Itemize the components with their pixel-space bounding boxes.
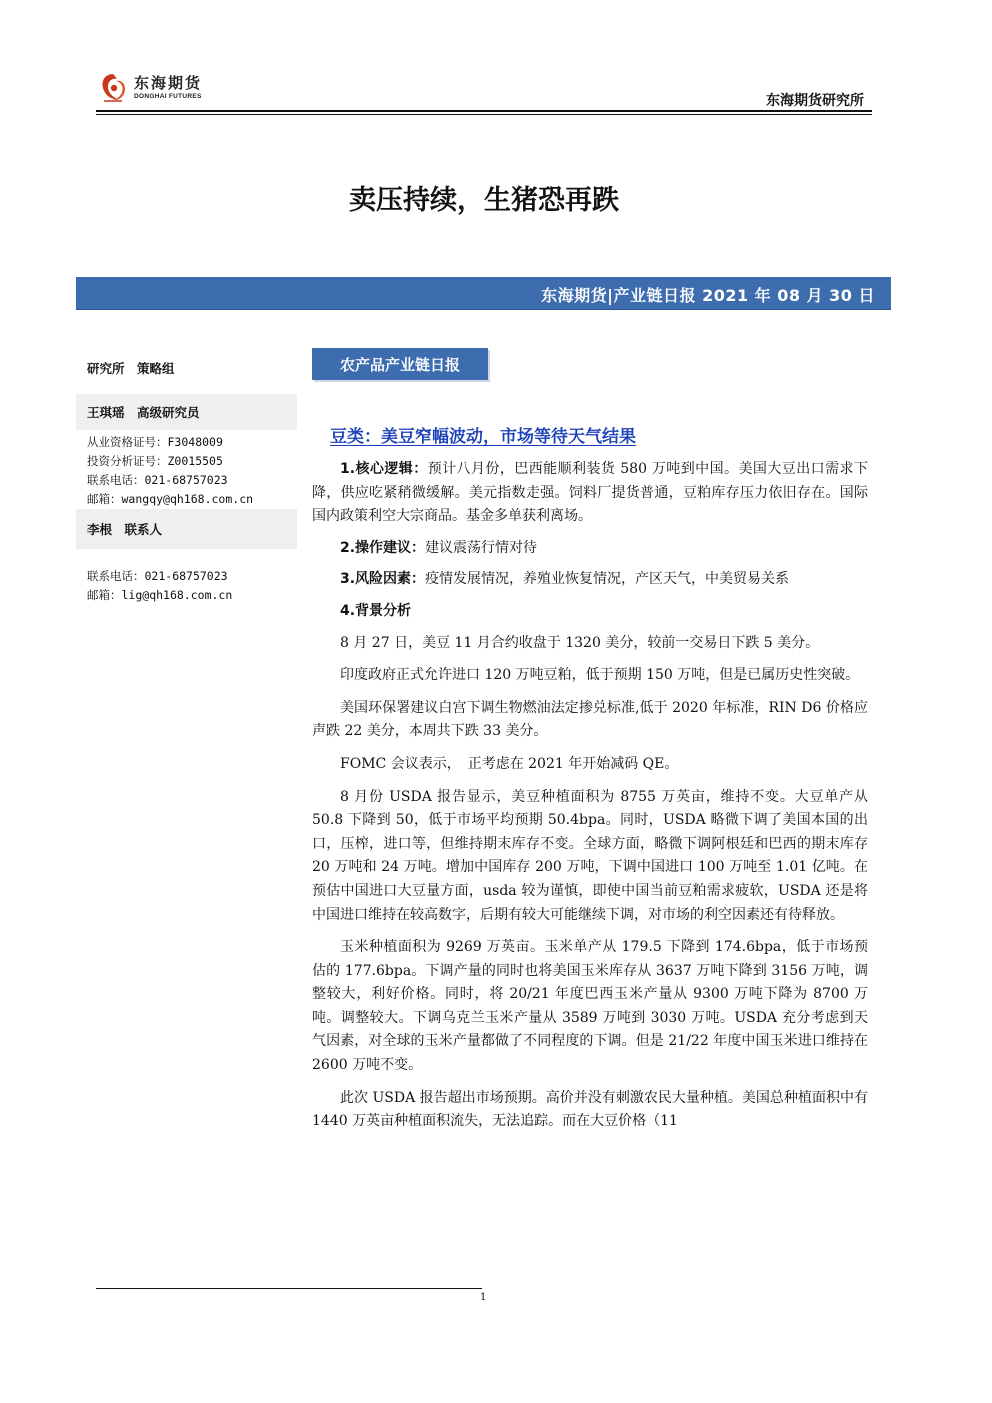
label-risk-factors: 3.风险因素： — [340, 571, 426, 588]
section-tag: 农产品产业链日报 — [312, 348, 488, 380]
paragraph-background-heading — [312, 600, 868, 624]
text-operation-advice: 建议震荡行情对待 — [425, 539, 538, 556]
author-sidebar — [76, 350, 297, 605]
paragraph-risk-factors — [312, 568, 868, 592]
contact-email: 邮箱：lig@qh168.com.cn — [87, 588, 233, 602]
paragraph: 玉米种植面积为 9269 万英亩。玉米单产从 179.5 下降到 174.6bpa，低于市场预估的 177.6bpa。下调产量的同时也将美国玉米库存从 3637 万吨下降到 3156 万吨，调整较大，利好价格。同时，将 20/21 年度巴西玉米产量从 9300 万吨下降为 8700 万吨。调整较大。下调乌克兰玉米产量从 3589 万吨到 3030 万吨。USDA 充分考虑到天气因素，对全球的玉米产量都做了不同程度的下调。但是 21/22 年度中国玉米进口维持在 2600 万吨不变。 — [312, 939, 868, 1074]
label-operation-advice: 2.操作建议： — [340, 539, 426, 556]
donghai-logo-icon — [98, 71, 128, 105]
text-risk-factors: 疫情发展情况，养殖业恢复情况，产区天气，中美贸易关系 — [425, 571, 790, 588]
analyst-qualification: 从业资格证号：F3048009 — [87, 435, 223, 449]
dept-label: 研究所 策略组 — [76, 350, 297, 386]
analyst-email: 邮箱：wangqy@qh168.com.cn — [87, 492, 254, 506]
report-body — [312, 458, 868, 1143]
analyst-investment-cert: 投资分析证号：Z0015505 — [87, 454, 223, 468]
paragraph: 印度政府正式允许进口 120 万吨豆粕，低于预期 150 万吨，但是已属历史性突破。 — [340, 667, 860, 684]
label-background: 4.背景分析 — [340, 602, 412, 619]
paragraph: 此次 USDA 报告超出市场预期。高价并没有刺激农民大量种植。美国总种植面积中有 1440 万英亩种植面积流失，无法追踪。而在大豆价格（11 — [312, 1089, 868, 1130]
header-org-name: 东海期货研究所 — [766, 93, 864, 109]
header-divider — [96, 110, 872, 112]
logo-text-cn: 东海期货 — [134, 74, 203, 92]
analyst-name: 王琪瑶 高级研究员 — [76, 394, 297, 430]
label-core-logic: 1.核心逻辑： — [340, 461, 428, 477]
text-core-logic: 预计八月份，巴西能顺利装货 580 万吨到中国。美国大豆出口需求下降，供应吃紧稍微缓解。美元指数走强。饲料厂提货普通，豆粕库存压力依旧存在。国际国内政策利空大宗商品。基金多单获利离场。 — [312, 461, 868, 525]
report-banner — [76, 277, 891, 310]
paragraph: 8 月 27 日，美豆 11 月合约收盘于 1320 美分，较前一交易日下跌 5 美分。 — [340, 634, 820, 651]
company-logo — [98, 68, 202, 108]
section-subheading: 豆类：美豆窄幅波动，市场等待天气结果 — [330, 427, 636, 447]
page-number: 1 — [480, 1292, 487, 1303]
report-banner-text: 东海期货|产业链日报 2021 年 08 月 30 日 — [541, 286, 875, 305]
header-divider-thin — [96, 114, 872, 115]
footer-divider — [96, 1288, 482, 1289]
logo-text-en: DONGHAI FUTURES — [134, 93, 202, 100]
paragraph-operation-advice — [312, 537, 868, 561]
contact-name: 李根 联系人 — [76, 509, 297, 549]
contact-phone: 联系电话：021-68757023 — [87, 569, 228, 583]
paragraph: FOMC 会议表示， 正考虑在 2021 年开始减码 QE。 — [340, 755, 679, 772]
paragraph: 美国环保署建议白宫下调生物燃油法定掺兑标准,低于 2020 年标准，RIN D6 价格应声跌 22 美分，本周共下跌 33 美分。 — [312, 699, 868, 740]
paragraph-core-logic — [312, 458, 868, 529]
paragraph: 8 月份 USDA 报告显示，美豆种植面积为 8755 万英亩，维持不变。大豆单产从 50.8 下降到 50，低于市场平均预期 50.4bpa。同时，USDA 略微下调了美国本国的出口，压榨，进口等，但维持期末库存不变。全球方面，略微下调阿根廷和巴西的期末库存 20 万吨和 24 万吨。增加中国库存 200 万吨，下调中国进口 100 万吨至 1.01 亿吨。在预估中国进口大豆量方面，usda 较为谨慎，即使中国当前豆粕需求疲软，USDA 还是将中国进口维持在较高数字，后期有较大可能继续下调，对市场的利空因素还有待释放。 — [312, 788, 868, 923]
analyst-phone: 联系电话：021-68757023 — [87, 473, 228, 487]
document-title: 卖压持续，生猪恐再跌 — [349, 185, 619, 216]
